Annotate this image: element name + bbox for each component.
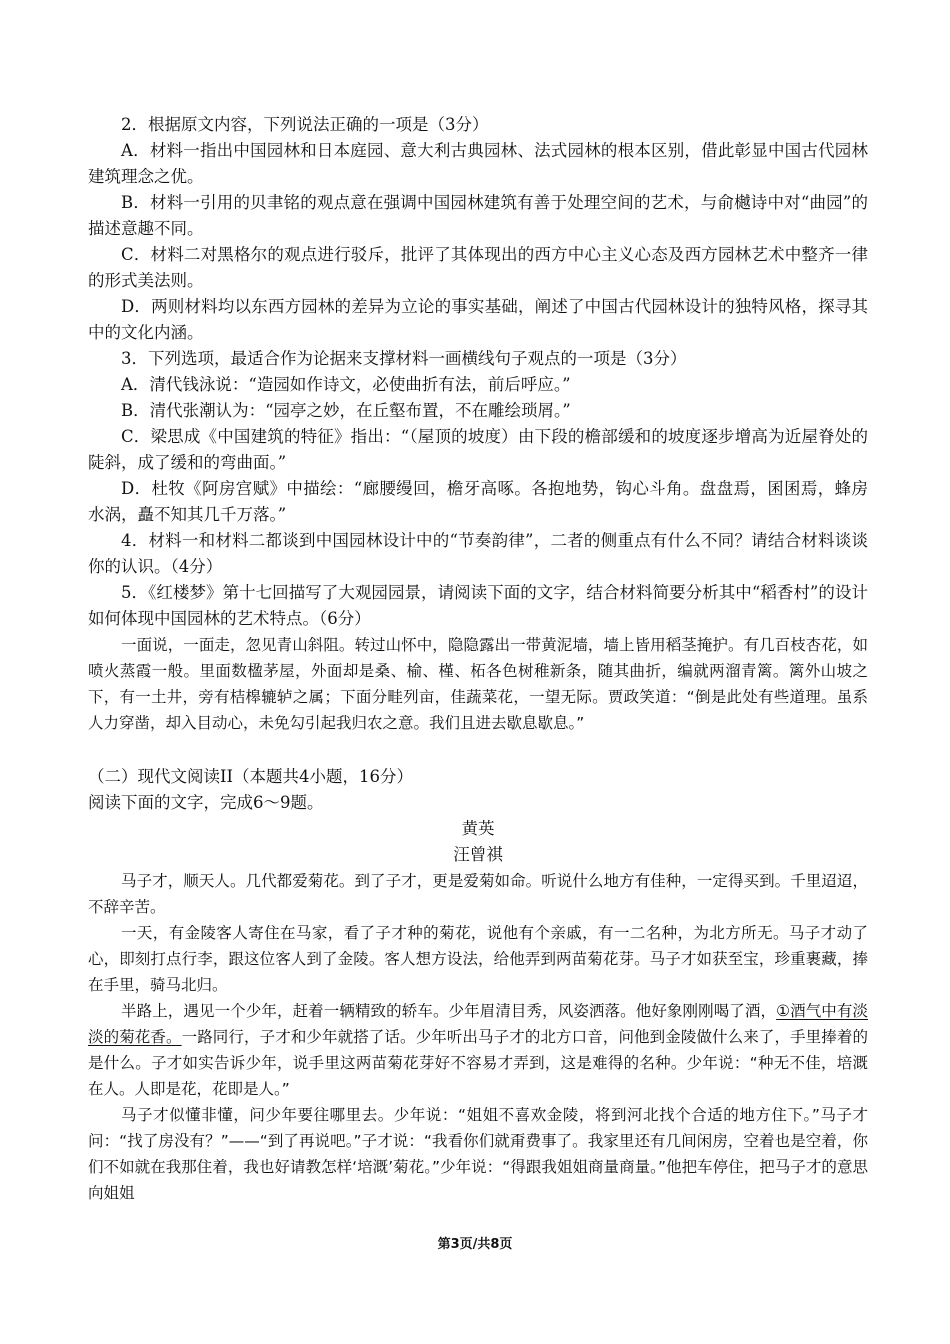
question-5: 5．《红楼梦》第十七回描写了大观园园景，请阅读下面的文字，结合材料简要分析其中“稻香村”的设计如何体现中国园林的艺术特点。（6分）: [88, 583, 868, 628]
question-3-option-a: A．清代钱泳说：“造园如作诗文，必使曲折有法，前后呼应。”: [121, 375, 571, 394]
question-2-option-b: B．材料一引用的贝聿铭的观点意在强调中国园林建筑有善于处理空间的艺术，与俞樾诗中对“曲园”的描述意趣不同。: [88, 193, 868, 238]
question-2-option-d: D．两则材料均以东西方园林的差异为立论的事实基础，阐述了中国古代园林设计的独特风格，探寻其中的文化内涵。: [88, 297, 868, 342]
question-5-excerpt: 一面说，一面走，忽见青山斜阻。转过山怀中，隐隐露出一带黄泥墙，墙上皆用稻茎掩护。有几百枝杏花，如喷火蒸霞一般。里面数楹茅屋，外面却是桑、榆、槿、柘各色树稚新条，随其曲折，编就两溜青篱。篱外山坡之下，有一土井，旁有桔槔辘轳之属；下面分畦列亩，佳蔬菜花，一望无际。贾政笑道：“倒是此处有些道理。虽系人力穿凿，却入目动心，未免勾引起我归农之意。我们且进去歇息歇息。”: [88, 636, 868, 732]
story-paragraph-3: [88, 998, 868, 1102]
section-instruction: 阅读下面的文字，完成6～9题。: [88, 793, 324, 812]
section-heading: （二）现代文阅读II（本题共4小题，16分）: [88, 767, 414, 786]
question-3-option-d: D．杜牧《阿房宫赋》中描绘：“廊腰缦回，檐牙高啄。各抱地势，钩心斗角。盘盘焉，囷囷焉，蜂房水涡，矗不知其几千万落。”: [88, 479, 868, 524]
story-paragraph-4: 马子才似懂非懂，问少年要往哪里去。少年说：“姐姐不喜欢金陵，将到河北找个合适的地方住下。”马子才问：“找了房没有？”——“到了再说吧。”子才说：“我看你们就甭费事了。我家里还有几间闲房，空着也是空着，你们不如就在我那住着，我也好请教怎样‘培溉’菊花。”少年说：“得跟我姐姐商量商量。”他把车停住，把马子才的意思向姐姐: [88, 1106, 868, 1202]
question-3-option-c: C．梁思成《中国建筑的特征》指出：“（屋顶的坡度）由下段的檐部缓和的坡度逐步增高为近屋脊处的陡斜，成了缓和的弯曲面。”: [88, 427, 868, 472]
question-2-option-c: C．材料二对黑格尔的观点进行驳斥，批评了其体现出的西方中心主义心态及西方园林艺术中整齐一律的形式美法则。: [88, 245, 868, 290]
story-paragraph-3-after: 一路同行，子才和少年就搭了话。少年听出马子才的北方口音，问他到金陵做什么来了，手里捧着的是什么。子才如实告诉少年，说手里这两苗菊花芽好不容易才弄到，这是难得的名种。少年说：“种无不佳，培溉在人。人即是花，花即是人。”: [88, 1028, 868, 1098]
question-3-stem: 3．下列选项，最适合作为论据来支撑材料一画横线句子观点的一项是（3分）: [121, 349, 687, 368]
question-4: 4．材料一和材料二都谈到中国园林设计中的“节奏韵律”，二者的侧重点有什么不同？请结合材料谈谈你的认识。（4分）: [88, 531, 868, 576]
story-paragraph-1: 马子才，顺天人。几代都爱菊花。到了子才，更是爱菊如命。听说什么地方有佳种，一定得买到。千里迢迢，不辞辛苦。: [88, 872, 868, 916]
underlined-sentence-1: ①酒气中有淡淡的菊花香。: [88, 1002, 868, 1046]
question-3-option-b: B．清代张潮认为：“园亭之妙，在丘壑布置，不在雕绘琐屑。”: [121, 401, 571, 420]
page-number: 第3页/共8页: [437, 1237, 513, 1252]
question-2-stem: 2．根据原文内容，下列说法正确的一项是（3分）: [121, 115, 489, 134]
story-paragraph-2: 一天，有金陵客人寄住在马家，看了子才种的菊花，说他有个亲戚，有一二名种，为北方所无。马子才动了心，即刻打点行李，跟这位客人到了金陵。客人想方设法，给他弄到两苗菊花芽。马子才如获至宝，珍重裹藏，捧在手里，骑马北归。: [88, 924, 868, 994]
story-author: 汪曾祺: [453, 845, 503, 864]
document-page: [88, 112, 868, 1206]
story-paragraph-3-before: 半路上，遇见一个少年，赶着一辆精致的轿车。少年眉清目秀，风姿洒落。他好象刚刚喝了酒，: [121, 1002, 777, 1020]
question-2-option-a: A．材料一指出中国园林和日本庭园、意大利古典园林、法式园林的根本区别，借此彰显中国古代园林建筑理念之优。: [88, 141, 868, 186]
story-title: 黄英: [461, 819, 495, 838]
